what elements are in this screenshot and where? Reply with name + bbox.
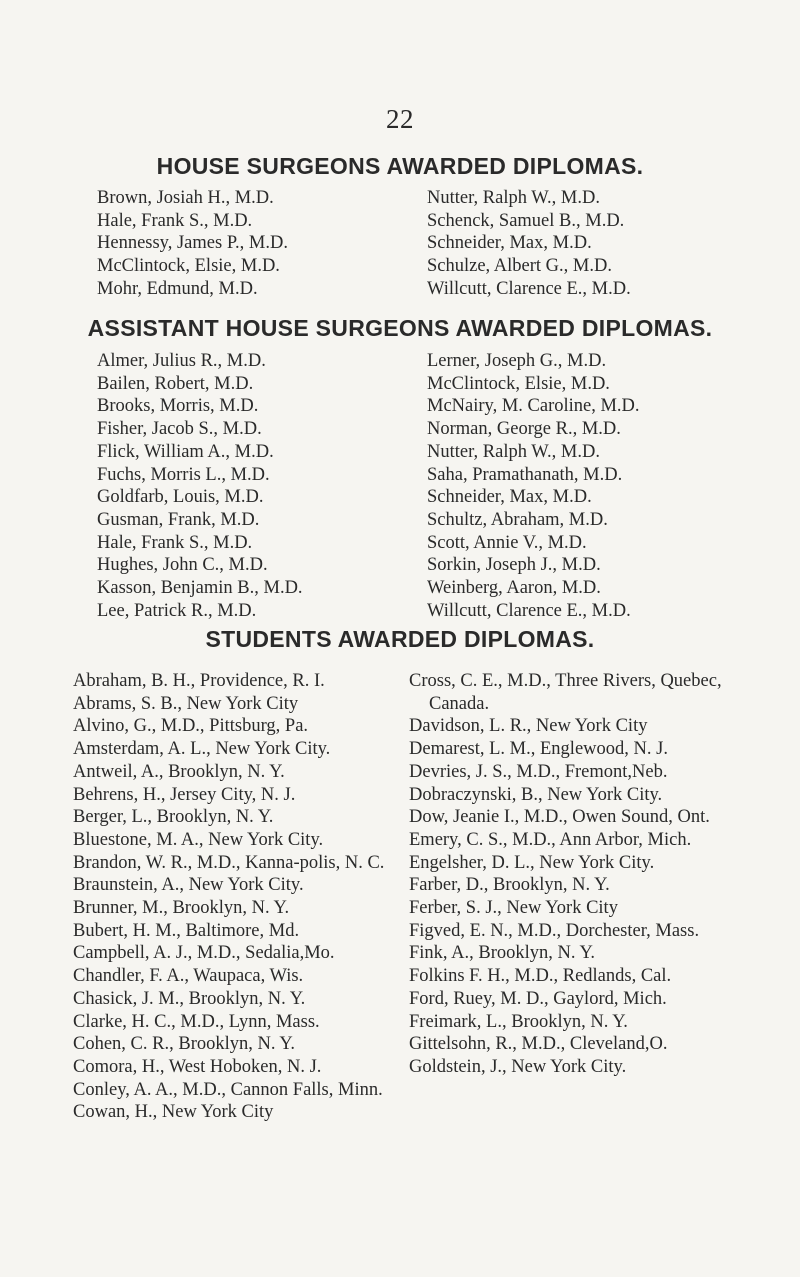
- list-item: Chasick, J. M., Brooklyn, N. Y.: [73, 988, 306, 1009]
- list-item: Goldfarb, Louis, M.D.: [97, 487, 264, 508]
- students-list-right: [409, 670, 744, 1079]
- list-item: Goldstein, J., New York City.: [409, 1056, 627, 1077]
- list-item: Willcutt, Clarence E., M.D.: [427, 278, 631, 299]
- list-item: Comora, H., West Hoboken, N. J.: [73, 1056, 322, 1077]
- list-item: Clarke, H. C., M.D., Lynn, Mass.: [73, 1011, 320, 1032]
- list-item: Amsterdam, A. L., New York City.: [73, 739, 331, 760]
- list-item: Bubert, H. M., Baltimore, Md.: [73, 920, 300, 941]
- list-item: Sorkin, Joseph J., M.D.: [427, 555, 601, 576]
- list-item: Fink, A., Brooklyn, N. Y.: [409, 943, 596, 964]
- list-item: Abraham, B. H., Providence, R. I.: [73, 671, 325, 691]
- list-item: Ford, Ruey, M. D., Gaylord, Mich.: [409, 988, 667, 1009]
- list-item: Mohr, Edmund, M.D.: [97, 278, 258, 299]
- list-item: McClintock, Elsie, M.D.: [427, 373, 610, 394]
- list-item: Hughes, John C., M.D.: [97, 555, 268, 576]
- list-item: Schneider, Max, M.D.: [427, 233, 592, 254]
- list-item: Brown, Josiah H., M.D.: [97, 188, 274, 208]
- list-item: Engelsher, D. L., New York City.: [409, 852, 655, 873]
- list-item: Kasson, Benjamin B., M.D.: [97, 578, 303, 599]
- list-item: Freimark, L., Brooklyn, N. Y.: [409, 1011, 628, 1032]
- section-heading-assistant-house-surgeons: ASSISTANT HOUSE SURGEONS AWARDED DIPLOMAS.: [87, 315, 713, 341]
- list-item: Bluestone, M. A., New York City.: [73, 829, 324, 850]
- list-item: Brandon, W. R., M.D., Kanna-polis, N. C.: [73, 852, 385, 873]
- house-surgeons-list-right: [427, 187, 631, 301]
- list-item: Fuchs, Morris L., M.D.: [97, 464, 270, 485]
- list-item: Dobraczynski, B., New York City.: [409, 784, 663, 805]
- list-item: Hennessy, James P., M.D.: [97, 233, 288, 254]
- list-item: Schultz, Abraham, M.D.: [427, 509, 608, 530]
- list-item: Farber, D., Brooklyn, N. Y.: [409, 875, 610, 896]
- list-item: Folkins F. H., M.D., Redlands, Cal.: [409, 966, 672, 987]
- list-item: Lerner, Joseph G., M.D.: [427, 351, 607, 371]
- list-item: Gusman, Frank, M.D.: [97, 509, 260, 530]
- page-number: 22: [386, 104, 414, 134]
- list-item: Bailen, Robert, M.D.: [97, 373, 254, 394]
- list-item: Cohen, C. R., Brooklyn, N. Y.: [73, 1034, 296, 1055]
- section-heading-house-surgeons: HOUSE SURGEONS AWARDED DIPLOMAS.: [156, 153, 644, 179]
- list-item: Hale, Frank S., M.D.: [97, 210, 253, 231]
- list-item: Almer, Julius R., M.D.: [97, 351, 266, 371]
- list-item: Devries, J. S., M.D., Fremont,Neb.: [409, 761, 668, 782]
- list-item: Campbell, A. J., M.D., Sedalia,Mo.: [73, 943, 335, 964]
- list-item: Ferber, S. J., New York City: [409, 898, 618, 919]
- list-item: Davidson, L. R., New York City: [409, 716, 648, 737]
- list-item: Abrams, S. B., New York City: [73, 693, 299, 714]
- list-item: Willcutt, Clarence E., M.D.: [427, 600, 631, 621]
- list-item: Braunstein, A., New York City.: [73, 875, 304, 896]
- list-item: McClintock, Elsie, M.D.: [97, 256, 280, 277]
- section-heading-students: STUDENTS AWARDED DIPLOMAS.: [205, 626, 595, 652]
- house-surgeons-list-left: [97, 187, 288, 301]
- list-item: Alvino, G., M.D., Pittsburg, Pa.: [73, 716, 309, 737]
- list-item: Hale, Frank S., M.D.: [97, 532, 253, 553]
- list-item: Norman, George R., M.D.: [427, 419, 621, 440]
- list-item: Schenck, Samuel B., M.D.: [427, 210, 625, 231]
- list-item: Saha, Pramathanath, M.D.: [427, 464, 623, 485]
- list-item: Flick, William A., M.D.: [97, 441, 274, 462]
- list-item: Behrens, H., Jersey City, N. J.: [73, 784, 296, 805]
- list-item: Demarest, L. M., Englewood, N. J.: [409, 739, 668, 760]
- list-item: Chandler, F. A., Waupaca, Wis.: [73, 966, 304, 987]
- list-item: Cowan, H., New York City: [73, 1102, 274, 1123]
- list-item: Nutter, Ralph W., M.D.: [427, 441, 600, 462]
- list-item: Antweil, A., Brooklyn, N. Y.: [73, 761, 285, 782]
- list-item: Cross, C. E., M.D., Three Rivers, Quebec, Canada.: [409, 671, 722, 714]
- list-item: Schneider, Max, M.D.: [427, 487, 592, 508]
- list-item: Gittelsohn, R., M.D., Cleveland,O.: [409, 1034, 668, 1055]
- list-item: McNairy, M. Caroline, M.D.: [427, 396, 640, 417]
- list-item: Dow, Jeanie I., M.D., Owen Sound, Ont.: [409, 807, 710, 828]
- list-item: Weinberg, Aaron, M.D.: [427, 578, 601, 599]
- list-item: Nutter, Ralph W., M.D.: [427, 188, 600, 208]
- list-item: Berger, L., Brooklyn, N. Y.: [73, 807, 274, 828]
- list-item: Brooks, Morris, M.D.: [97, 396, 259, 417]
- assistant-surgeons-list-left: [97, 350, 303, 622]
- list-item: Schulze, Albert G., M.D.: [427, 256, 612, 277]
- assistant-surgeons-list-right: [427, 350, 640, 622]
- list-item: Figved, E. N., M.D., Dorchester, Mass.: [409, 920, 700, 941]
- list-item: Brunner, M., Brooklyn, N. Y.: [73, 898, 290, 919]
- list-item: Scott, Annie V., M.D.: [427, 532, 587, 553]
- list-item: Lee, Patrick R., M.D.: [97, 600, 257, 621]
- list-item: Emery, C. S., M.D., Ann Arbor, Mich.: [409, 829, 692, 850]
- students-list-left: [73, 670, 406, 1124]
- list-item: Conley, A. A., M.D., Cannon Falls, Minn.: [73, 1079, 383, 1100]
- list-item: Fisher, Jacob S., M.D.: [97, 419, 262, 440]
